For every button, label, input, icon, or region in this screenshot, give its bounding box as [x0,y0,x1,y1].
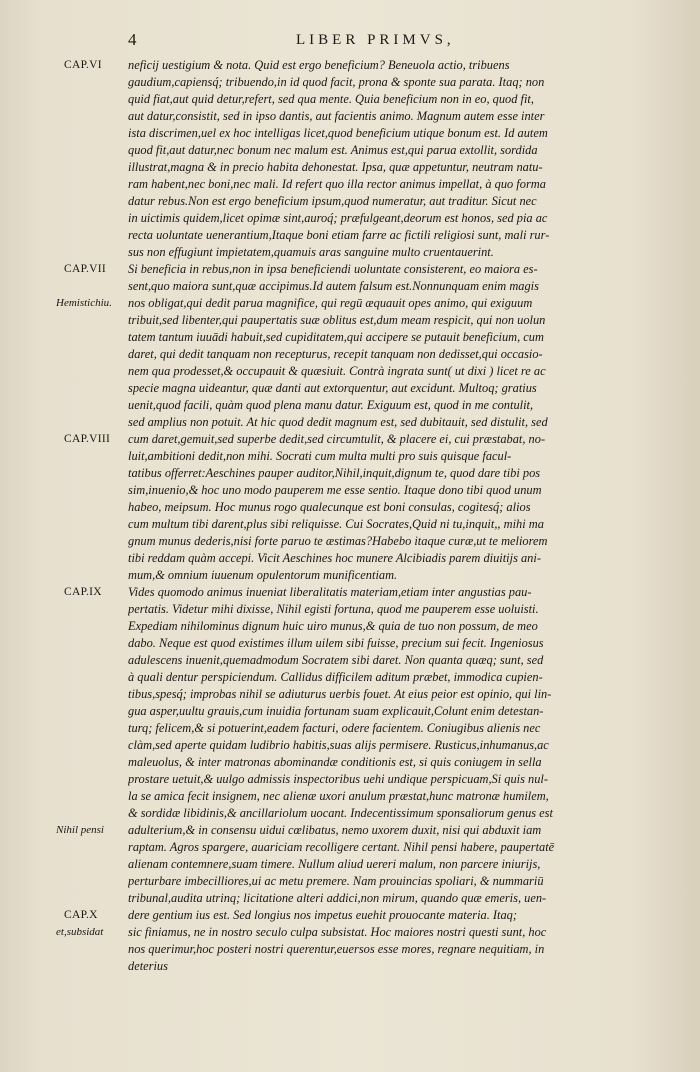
text-line: à quali dentur perspiciendum. Callidus difficilem aditum præbet, immodica cupien- [128,670,543,684]
text-line: specie magna uideantur, quæ danti aut extorquentur, aut excidunt. Multoq; gratius [128,381,537,395]
text-line: aut datur,consistit, sed in ipso dantis, aut facientis animo. Magnum autem esse inter [128,109,545,123]
text-line: nos querimur,hoc posteri nostri querentur,euersos esse mores, regnare nequitiam, in [128,942,545,956]
text-line: gnum munus dederis,nisi forte paruo te æstimas?Habebo itaque curæ,ut te meliorem [128,534,548,548]
text-line: datur rebus.Non est ergo beneficium ipsum,quod numeratur, aut traditur. Sicut nec [128,194,537,208]
text-line: ista discrimen,uel ex hoc intelligas licet,quod beneficium utique bonum est. Id autem [128,126,548,140]
text-line: tribunal,audita utrinq; licitatione alteri addici,non mirum, quando quæ emeris, uen- [128,891,547,905]
text-line: raptam. Agros spargere, auariciam recolligere certant. Nihil pensi habere, paupertatē [128,840,555,854]
text-line: deterius [128,959,168,973]
text-line: cum multum tibi darent,plus sibi reliquisse. Cui Socrates,Quid ni tu,inquit,, mihi ma [128,517,544,531]
text-line: sus non effugiunt impietatem,quamuis aras sanguine multo cruentauerint. [128,245,494,259]
running-head [0,30,700,54]
text-line: la se amica fecit insignem, nec alienæ uxori anulum præstat,hunc matronæ humilem, [128,789,549,803]
text-line: tatibus offerret:Aeschines pauper auditor,Nihil,inquit,dignum te, quod dare tibi pos [128,466,541,480]
text-line: in uictimis quidem,licet opimæ sint,auroq́; præfulgeant,deorum est honos, sed pia ac [128,211,548,225]
text-line: alienam contemnere,suam timere. Nullum aliud uereri malum, non parcere iniurijs, [128,857,541,871]
text-line: turq; felicem,& si potuerint,eadem facturi, odere facientem. Coniugibus alienis nec [128,721,541,735]
margin-note-hemistichium: Hemistichiu. [56,297,112,309]
margin-note-cap-ix: CAP.IX [64,586,102,598]
text-line: Expediam nihilominus dignum huic uiro munus,& quia de tuo non possum, de meo [128,619,538,633]
margin-note-cap-vi: CAP.VI [64,59,102,71]
text-line: maleuolus, & inter matronas abominandæ conditionis est, si quis coniugem in sella [128,755,542,769]
text-line: pertatis. Videtur mihi dixisse, Nihil egisti fortuna, quod me pauperem esse uoluisti. [128,602,539,616]
text-line: sic finiamus, ne in nostro seculo culpa subsistat. Hoc maiores nostri questi sunt, hoc [128,925,547,939]
text-line: sim,inuenio,& hoc uno modo pauperem me esse sentio. Itaque dono tibi quod unum [128,483,542,497]
text-line: tibus,spesq́; improbas nihil se adiuturus uerbis fouet. At eius peior est opinio, qui lin- [128,687,552,701]
margin-note-cap-viii: CAP.VIII [64,433,111,445]
text-line: mum,& omnium iuuenum opulentorum munificentiam. [128,568,398,582]
text-line: adulescens inuenit,quemadmodum Socratem sibi daret. Non quanta quæq; sunt, sed [128,653,544,667]
text-line: Vides quomodo animus inueniat liberalitatis materiam,etiam inter angustias pau- [128,585,532,599]
text-line: prostare uetuit,& uulgo admissis inspectoribus uehi undique perspicuam,Si quis nul- [128,772,549,786]
text-line: habeo, meipsum. Hoc munus rogo qualecunque est boni consulas, cogitesq́; alios [128,500,531,514]
text-line: nos obligat,qui dedit parua magnifice, qui regū æquauit opes animo, qui exiguum [128,296,533,310]
text-line: dabo. Neque est quod existimes illum uilem sibi fuisse, precium sui fecit. Ingeniosus [128,636,544,650]
text-line: sent,quo maiora sunt,quæ accipimus.Id autem falsum est.Nonnunquam enim magis [128,279,539,293]
text-line: recta uoluntate uenerantium,Itaque boni etiam farre ac fictili religiosi sunt, mali rur- [128,228,550,242]
text-line: uenit,quod facili, quàm quod plena manu datur. Exiguum est, quod in me contulit, [128,398,534,412]
text-line: ram habent,nec boni,nec mali. Id refert quo illa rector animus impellat, à quo forma [128,177,546,191]
margin-note-cap-vii: CAP.VII [64,263,107,275]
text-line: clàm,sed aperte quidam ludibrio habitis,suas alijs permisere. Rusticus,inhumanus,ac [128,738,549,752]
text-line: quod fit,aut datur,nec bonum nec malum est. Animus est,qui parua extollit, sordida [128,143,538,157]
text-line: & sordidæ libidinis,& ancillariolum uocant. Indecentissimum sponsaliorum genus est [128,806,553,820]
page-number: 4 [128,30,137,49]
text-line: nem qua prodesset,& occupauit & quæsiuit. Contrà ingrata sunt( ut dixi ) licet re ac [128,364,546,378]
text-line: tibi reddam quàm accepi. Vicit Aeschines hoc munere Alcibiadis parem diuitijs ani- [128,551,541,565]
text-line: Si beneficia in rebus,non in ipsa beneficiendi uoluntate consisterent, eo maiora es- [128,262,538,276]
text-line: gua asper,uultu grauis,cum inuidia fortunam suam explicauit,Colunt enim detestan- [128,704,544,718]
text-line: daret, qui dedit tanquam non recepturus, recepit tanquam non dedisset,qui occasio- [128,347,543,361]
text-line: tatem tantum iuuādi habuit,sed cupiditatem,qui accipere se putauit beneficium, cum [128,330,544,344]
text-line: perturbare imbecilliores,ui ac metu premere. Nam prouincias spoliari, & nummariū [128,874,544,888]
text-line: adulterium,& in consensu uidui cœlibatus, nemo uxorem duxit, nisi qui abduxit iam [128,823,542,837]
text-line: sed amplius non potuit. At hic quod dedit magnum est, sed dubitauit, sed distulit, sed [128,415,548,429]
margin-note-et-subsidat: et,subsidat [56,926,104,938]
text-line: neficij uestigium & nota. Quid est ergo beneficium? Beneuola actio, tribuens [128,58,510,72]
margin-note-cap-x: CAP.X [64,909,98,921]
text-line: cum daret,gemuit,sed superbe dedit,sed circumtulit, & placere ei, cui præstabat, no- [128,432,546,446]
text-line: quid fiat,aut quid detur,refert, sed qua mente. Quia beneficium non in eo, quod fit, [128,92,534,106]
text-line: gaudium,capiensq́; tribuendo,in id quod facit, prona & sponte sua parata. Itaq; non [128,75,545,89]
text-line: tribuit,sed libenter,qui paupertatis suæ oblitus est,dum meam respicit, qui non uolun [128,313,546,327]
running-title: LIBER PRIMVS, [296,32,455,48]
text-line: illustrat,magna & in precio habita dehonestat. Ipsa, quæ appetuntur, neutram natu- [128,160,543,174]
body-text [128,57,650,975]
text-line: dere gentium ius est. Sed longius nos impetus euehit prouocante materia. Itaq; [128,908,517,922]
text-line: luit,ambitioni dedit,non mihi. Socrati cum multa multi pro suis quisque facul- [128,449,512,463]
margin-note-nihil-pensi: Nihil pensi [56,824,104,836]
